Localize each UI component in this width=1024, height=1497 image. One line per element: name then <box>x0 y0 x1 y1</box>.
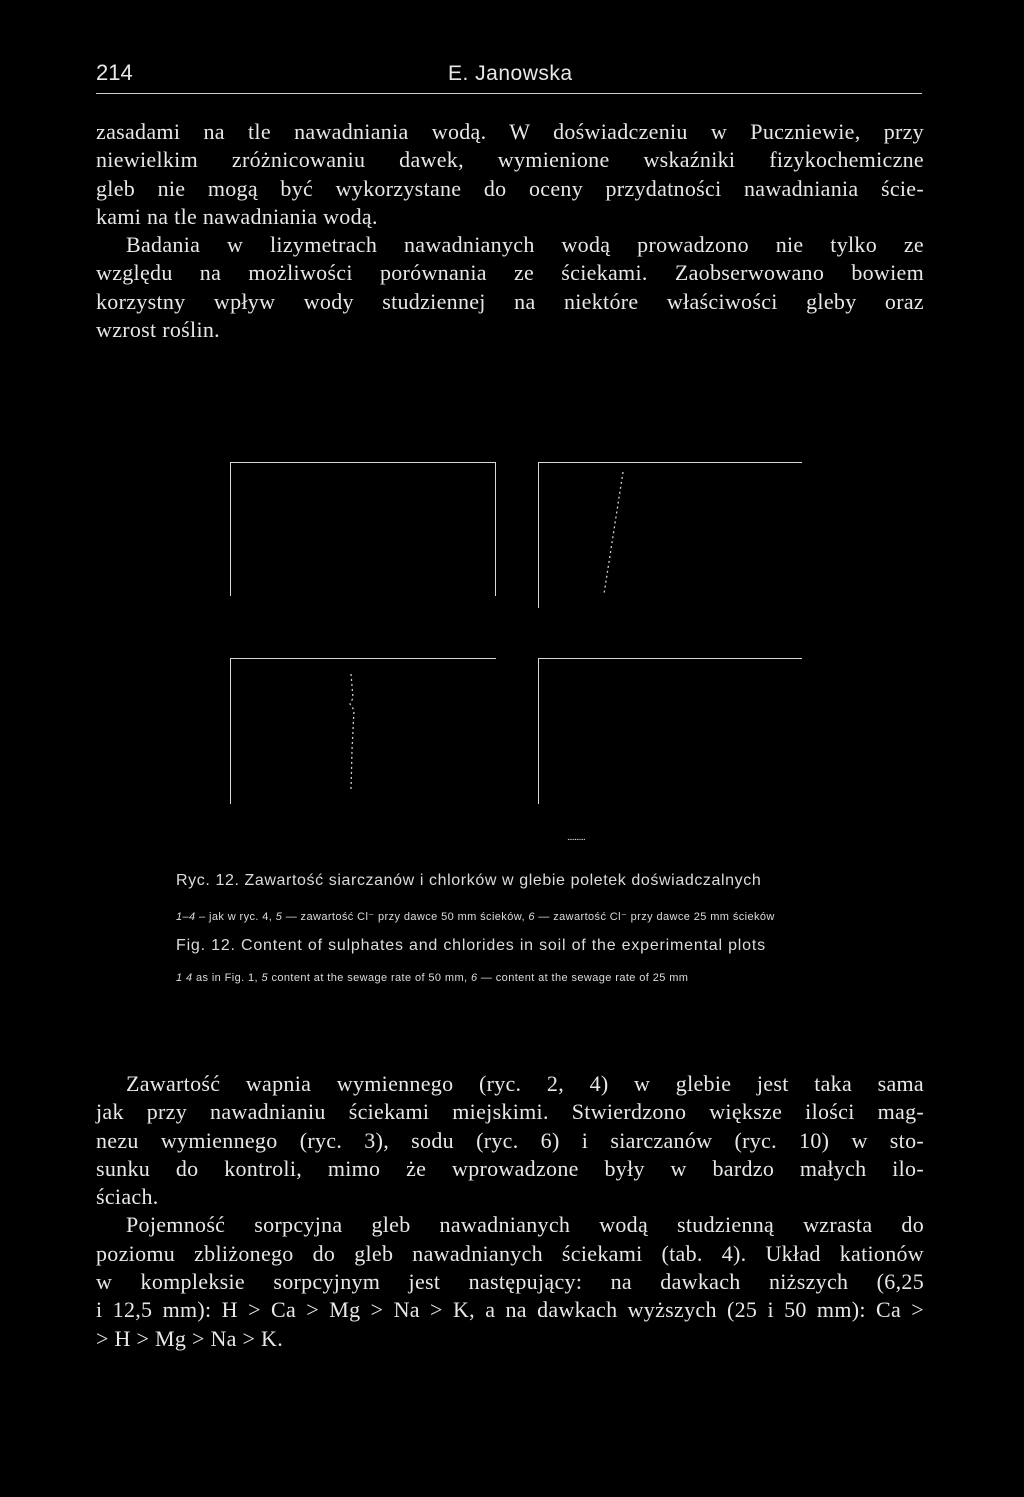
figure-caption-pl-legend: 1–4 – jak w ryc. 4, 5 — zawartość Cl⁻ przy dawce 50 mm ścieków, 6 — zawartość Cl⁻ przy dawce 25 mm ścieków <box>176 911 775 923</box>
text-line: korzystny wpływ wody studziennej na niektóre właściwości gleby oraz <box>96 288 924 314</box>
figure-caption-pl-title: Ryc. 12. Zawartość siarczanów i chlorków w glebie poletek doświadczalnych <box>176 872 762 889</box>
figure-caption-en-title: Fig. 12. Content of sulphates and chlorides in soil of the experimental plots <box>176 937 766 954</box>
figure-panel-top-left <box>230 462 496 596</box>
stray-marks: .......... <box>567 832 585 843</box>
chloride-curve-50mm <box>538 462 802 608</box>
running-head-author: E. Janowska <box>448 62 573 85</box>
text-line: i 12,5 mm): H > Ca > Mg > Na > K, a na dawkach wyższych (25 i 50 mm): Ca > <box>96 1297 924 1323</box>
text-line: wzrost roślin. <box>96 317 220 343</box>
text-line: ściach. <box>96 1184 159 1210</box>
paragraph-2 <box>96 1070 924 1353</box>
text-line: jak przy nawadnianiu ściekami miejskimi. Stwierdzono większe ilości mag- <box>96 1099 924 1125</box>
paragraph-1 <box>96 118 924 344</box>
figure-panel-top-right <box>538 462 802 608</box>
text-line: Zawartość wapnia wymiennego (ryc. 2, 4) w glebie jest taka sama <box>126 1071 924 1096</box>
figure-panel-bottom-right <box>538 658 802 804</box>
text-line: Badania w lizymetrach nawadnianych wodą prowadzono nie tylko ze <box>126 232 924 258</box>
text-line: zasadami na tle nawadniania wodą. W doświadczeniu w Puczniewie, przy <box>96 119 924 144</box>
header-rule <box>96 93 922 94</box>
page-number: 214 <box>96 60 133 85</box>
text-line: względu na możliwości porównania ze ściekami. Zaobserwowano bowiem <box>96 260 924 286</box>
text-line: > H > Mg > Na > K. <box>96 1325 284 1351</box>
text-line: nezu wymiennego (ryc. 3), sodu (ryc. 6) i siarczanów (ryc. 10) w sto- <box>96 1127 924 1153</box>
text-line: gleb nie mogą być wykorzystane do oceny przydatności nawadniania ście- <box>96 175 924 201</box>
text-line: niewielkim zróżnicowaniu dawek, wymienione wskaźniki fizykochemiczne <box>96 147 924 173</box>
figure-caption-en-legend: 1 4 as in Fig. 1, 5 content at the sewage rate of 50 mm, 6 — content at the sewage rate of 25 mm <box>176 972 689 984</box>
text-line: Pojemność sorpcyjna gleb nawadnianych wodą studzienną wzrasta do <box>126 1212 924 1238</box>
text-line: poziomu zbliżonego do gleb nawadnianych ściekami (tab. 4). Układ kationów <box>96 1240 924 1266</box>
text-line: kami na tle nawadniania wodą. <box>96 203 378 229</box>
figure-panel-bottom-left <box>230 658 496 804</box>
text-line: w kompleksie sorpcyjnym jest następujący: na dawkach niższych (6,25 <box>96 1269 924 1295</box>
chloride-curve-25mm <box>230 658 496 804</box>
text-line: sunku do kontroli, mimo że wprowadzone były w bardzo małych ilo- <box>96 1155 924 1181</box>
